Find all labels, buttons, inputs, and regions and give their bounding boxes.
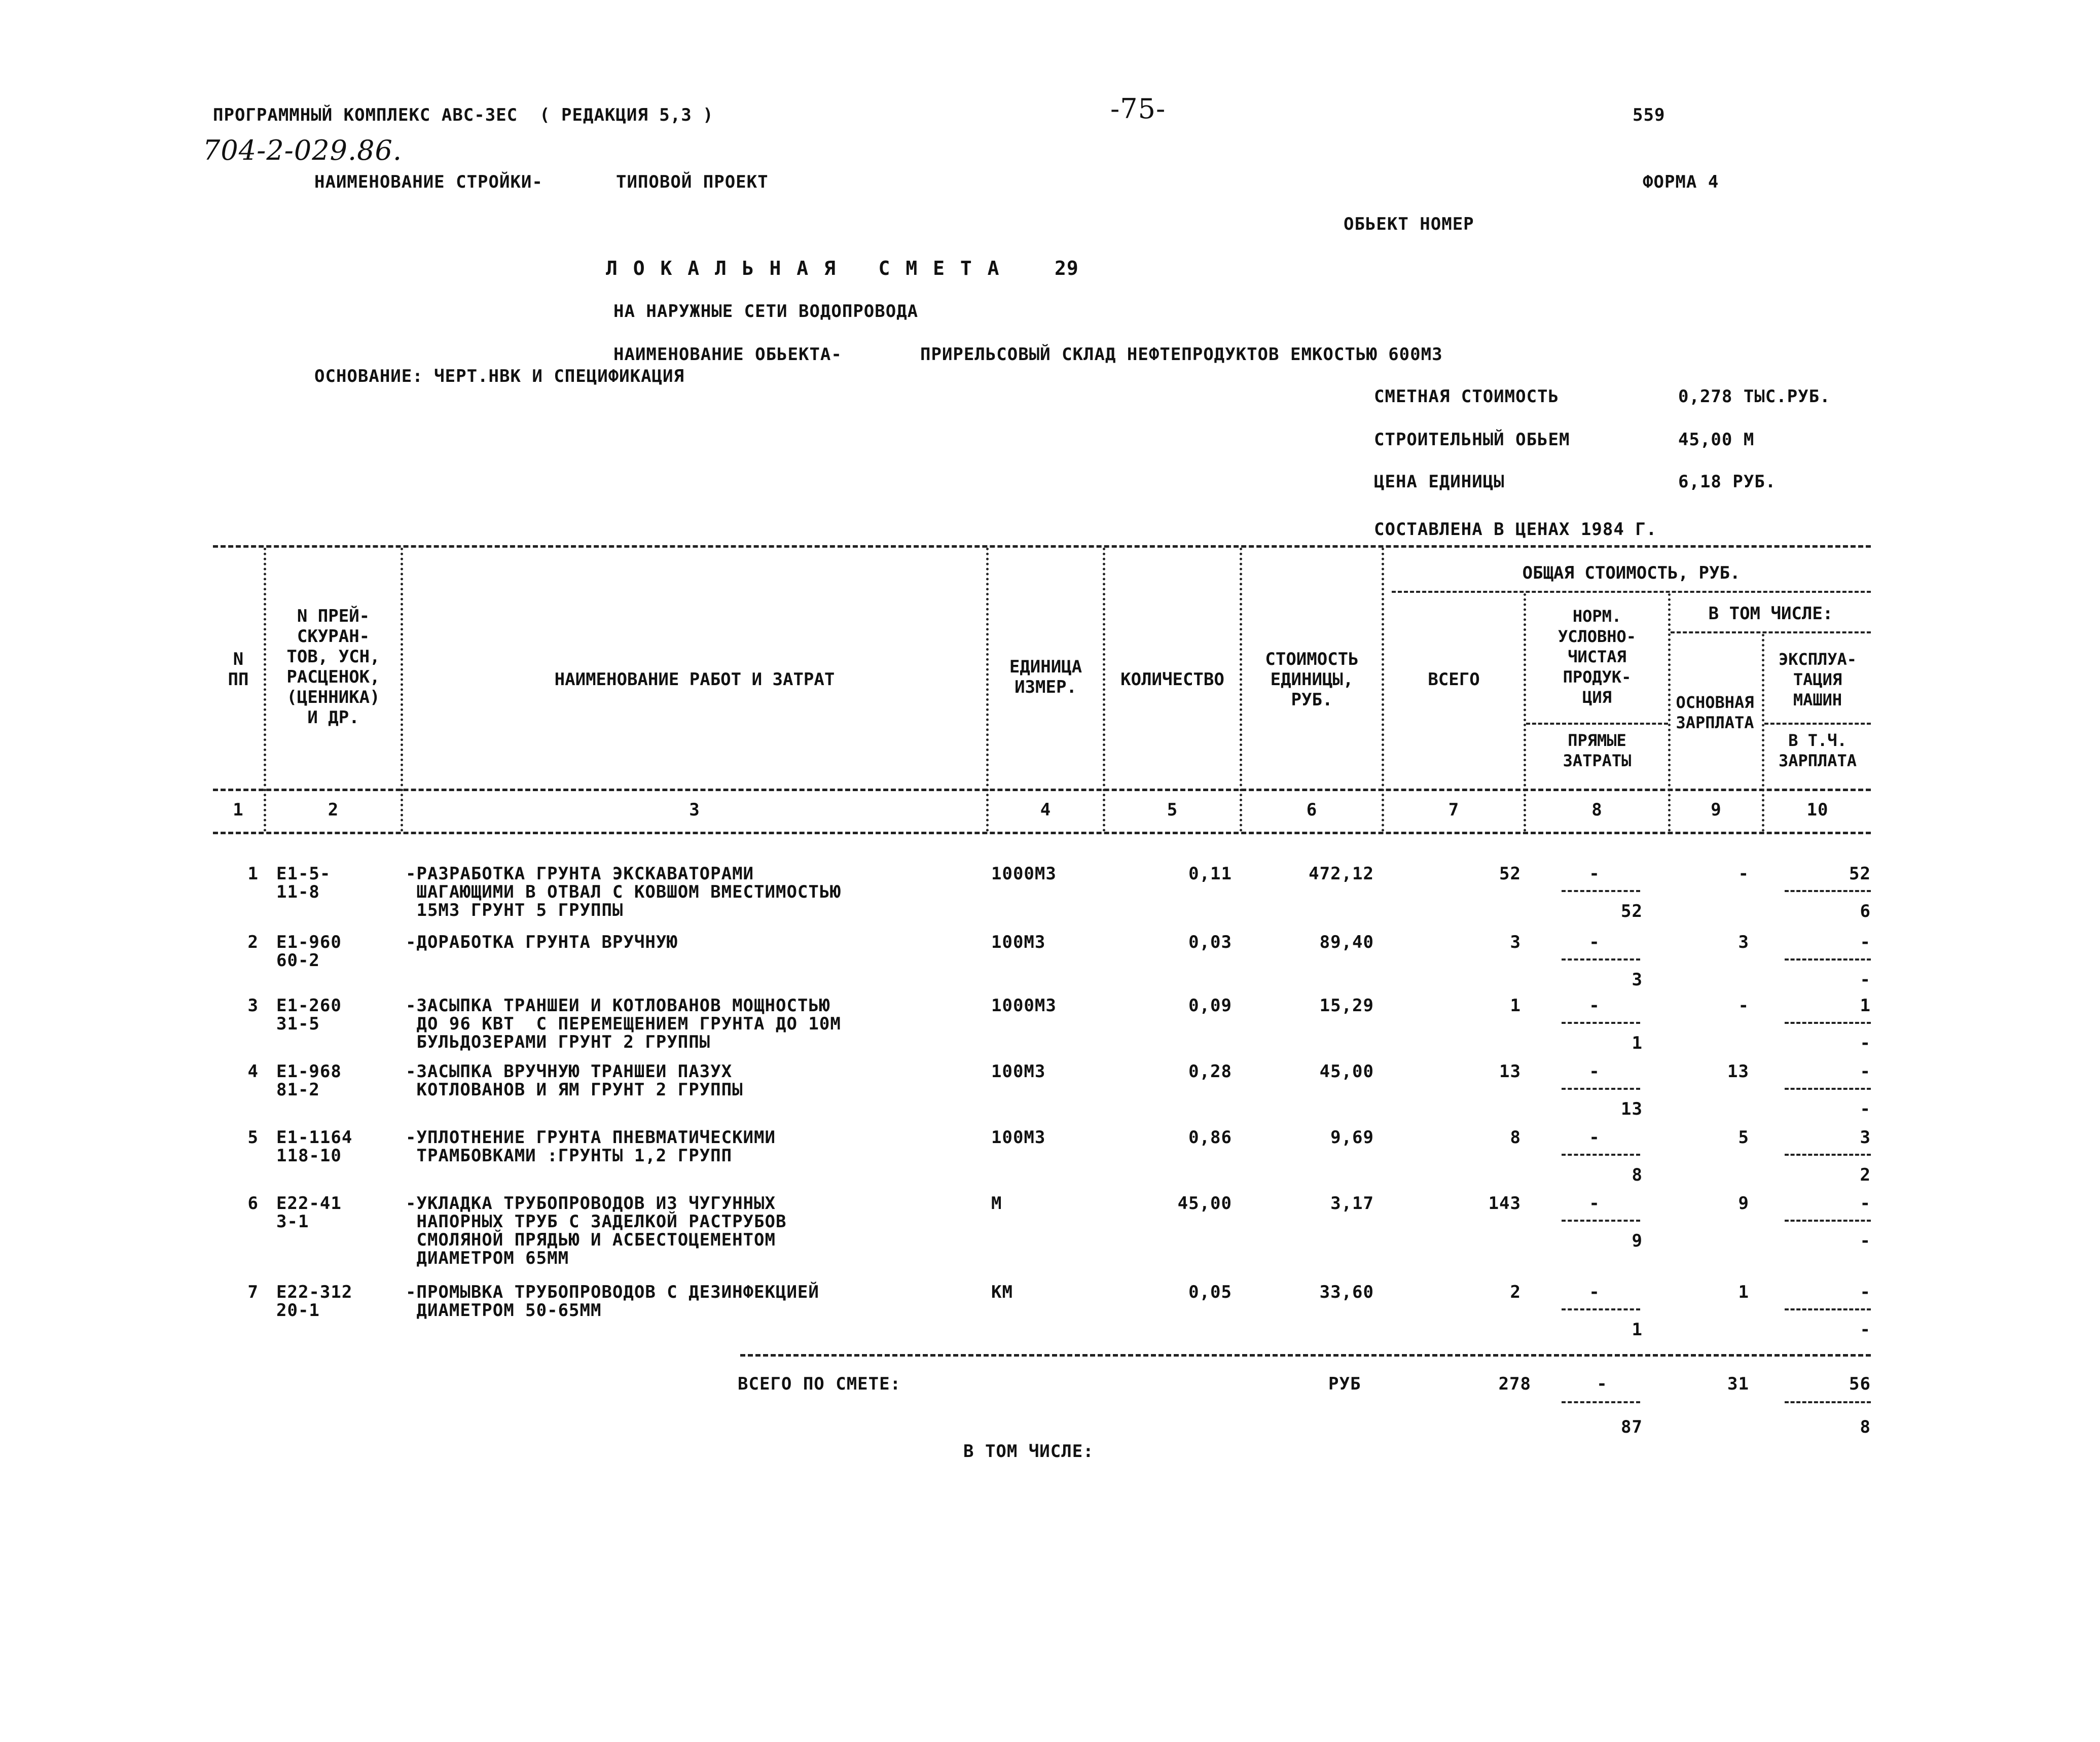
row-work-name: -ДОРАБОТКА ГРУНТА ВРУЧНУЮ — [406, 932, 678, 952]
totals-machines: 56 — [1849, 1374, 1871, 1394]
summary-label: ЦЕНА ЕДИНИЦЫ — [1374, 472, 1505, 492]
col-header-works: НАИМЕНОВАНИЕ РАБОТ И ЗАТРАТ — [554, 669, 835, 690]
col-separator — [401, 548, 403, 832]
row-code: Е1-260 31-5 — [276, 996, 342, 1034]
including-label: В ТОМ ЧИСЛЕ: — [963, 1441, 1094, 1462]
row-machines-salary: 6 — [1860, 901, 1871, 921]
row-code: Е1-960 60-2 — [276, 932, 342, 971]
page-number: -75- — [1110, 93, 1166, 125]
col-number: 7 — [1448, 800, 1460, 820]
totals-label: ВСЕГО ПО СМЕТЕ: — [738, 1374, 901, 1394]
row-norm: - — [1589, 864, 1600, 884]
row-salary: 13 — [1727, 1061, 1749, 1082]
row-norm-split-rule — [1562, 1308, 1640, 1310]
row-direct: 9 — [1632, 1231, 1643, 1251]
summary-value: 45,00 М — [1678, 430, 1755, 450]
row-norm-split-rule — [1562, 890, 1640, 892]
col-header-unit-cost: СТОИМОСТЬ ЕДИНИЦЫ, РУБ. — [1265, 649, 1359, 710]
row-machines: - — [1860, 1061, 1871, 1082]
row-code: Е22-41 3-1 — [276, 1193, 342, 1232]
row-number: 2 — [247, 932, 259, 952]
col-header-machines: ЭКСПЛУА- ТАЦИЯ МАШИН — [1778, 650, 1857, 709]
col-header-number: N ПП — [228, 649, 249, 690]
row-number: 6 — [247, 1193, 259, 1214]
object-name-label: НАИМЕНОВАНИЕ ОБЬЕКТА- — [613, 344, 842, 365]
row-salary: 3 — [1738, 932, 1749, 952]
row-norm-split-rule — [1562, 1022, 1640, 1024]
row-norm-split-rule — [1562, 1220, 1640, 1222]
row-salary: 9 — [1738, 1193, 1749, 1214]
row-direct: 52 — [1621, 901, 1643, 921]
row-direct: 8 — [1632, 1165, 1643, 1185]
row-mach-split-rule — [1785, 890, 1871, 892]
table-top-rule — [213, 545, 1871, 548]
row-unit: М — [991, 1193, 1002, 1214]
row-machines-salary: 2 — [1860, 1165, 1871, 1185]
program-title: ПРОГРАММНЫЙ КОМПЛЕКС АВС-3ЕС ( РЕДАКЦИЯ 5,3 ) — [213, 105, 714, 125]
col-header-price-list: N ПРЕЙ- СКУРАН- ТОВ, УСН, РАСЦЕНОК, (ЦЕННИКА) И ДР. — [286, 606, 380, 728]
totals-salary: 31 — [1727, 1374, 1749, 1394]
row-unit-cost: 33,60 — [1319, 1282, 1374, 1302]
totals-machines-salary: 8 — [1860, 1417, 1871, 1437]
row-unit: 1000М3 — [991, 996, 1057, 1016]
row-unit-cost: 3,17 — [1330, 1193, 1374, 1214]
col-separator — [1103, 548, 1105, 832]
row-work-name: -ПРОМЫВКА ТРУБОПРОВОДОВ С ДЕЗИНФЕКЦИЕЙ ДИАМЕТРОМ 50-65ММ — [406, 1282, 819, 1321]
row-unit-cost: 89,40 — [1319, 932, 1374, 952]
col-header-machines-salary: В Т.Ч. ЗАРПЛАТА — [1778, 731, 1857, 770]
col-number: 9 — [1711, 800, 1722, 820]
object-number-label: ОБЬЕКТ НОМЕР — [1344, 214, 1474, 234]
document-code: 559 — [1633, 105, 1665, 125]
row-mach-split-rule — [1785, 1308, 1871, 1310]
row-number: 5 — [247, 1127, 259, 1148]
row-norm: - — [1589, 1127, 1600, 1148]
col-number: 3 — [689, 800, 700, 820]
col-header-norm: НОРМ. УСЛОВНО- ЧИСТАЯ ПРОДУК- ЦИЯ — [1558, 607, 1637, 707]
summary-label: СТРОИТЕЛЬНЫЙ ОБЬЕМ — [1374, 430, 1570, 450]
totals-mach-split-rule — [1785, 1401, 1871, 1403]
row-quantity: 0,86 — [1188, 1127, 1232, 1148]
row-quantity: 0,11 — [1188, 864, 1232, 884]
row-norm: - — [1589, 996, 1600, 1016]
row-norm: - — [1589, 1193, 1600, 1214]
row-norm-split-rule — [1562, 958, 1640, 961]
col-number: 6 — [1306, 800, 1318, 820]
col-separator — [1382, 548, 1384, 832]
document-title: Л О К А Л Ь Н А Я С М Е Т А — [606, 257, 1001, 279]
totals-total: 278 — [1498, 1374, 1531, 1394]
row-total: 1 — [1510, 996, 1521, 1016]
row-norm: - — [1589, 1282, 1600, 1302]
col-number: 5 — [1167, 800, 1178, 820]
row-machines: 3 — [1860, 1127, 1871, 1148]
row-total: 143 — [1488, 1193, 1521, 1214]
row-norm: - — [1589, 932, 1600, 952]
row-quantity: 0,05 — [1188, 1282, 1232, 1302]
document-subtitle: НА НАРУЖНЫЕ СЕТИ ВОДОПРОВОДА — [613, 301, 919, 322]
row-machines-salary: - — [1860, 1231, 1871, 1251]
row-direct: 3 — [1632, 970, 1643, 990]
col-header-incl-group: В ТОМ ЧИСЛЕ: — [1708, 603, 1833, 624]
construction-value: ТИПОВОЙ ПРОЕКТ — [616, 172, 769, 192]
row-unit: КМ — [991, 1282, 1013, 1302]
summary-value: 6,18 РУБ. — [1678, 472, 1777, 492]
row-norm: - — [1589, 1061, 1600, 1082]
row-total: 8 — [1510, 1127, 1521, 1148]
row-norm-split-rule — [1562, 1154, 1640, 1156]
row-work-name: -УКЛАДКА ТРУБОПРОВОДОВ ИЗ ЧУГУННЫХ НАПОРНЫХ ТРУБ С ЗАДЕЛКОЙ РАСТРУБОВ СМОЛЯНОЙ ПРЯДЬЮ И АСБЕСТОЦЕМЕНТОМ ДИАМЕТРОМ 65ММ — [406, 1193, 787, 1268]
mach-split-rule — [1764, 723, 1871, 725]
col-number: 1 — [233, 800, 244, 820]
totals-unit: РУБ — [1328, 1374, 1361, 1394]
row-norm-split-rule — [1562, 1088, 1640, 1090]
row-unit: 100М3 — [991, 932, 1046, 952]
row-number: 1 — [247, 864, 259, 884]
summary-value: 0,278 ТЫС.РУБ. — [1678, 386, 1831, 407]
row-quantity: 0,03 — [1188, 932, 1232, 952]
row-direct: 1 — [1632, 1320, 1643, 1340]
col-header-salary: ОСНОВНАЯ ЗАРПЛАТА — [1676, 693, 1754, 732]
col-header-total: ВСЕГО — [1428, 669, 1480, 690]
document-number: 29 — [1055, 257, 1079, 279]
row-machines: - — [1860, 932, 1871, 952]
basis-text: ОСНОВАНИЕ: ЧЕРТ.НВК И СПЕЦИФИКАЦИЯ — [314, 366, 684, 386]
row-mach-split-rule — [1785, 1088, 1871, 1090]
col-header-quantity: КОЛИЧЕСТВО — [1120, 669, 1224, 690]
row-machines: - — [1860, 1193, 1871, 1214]
row-machines-salary: - — [1860, 1033, 1871, 1053]
summary-label: СМЕТНАЯ СТОИМОСТЬ — [1374, 386, 1559, 407]
col-number: 2 — [328, 800, 339, 820]
row-unit: 100М3 — [991, 1127, 1046, 1148]
row-work-name: -УПЛОТНЕНИЕ ГРУНТА ПНЕВМАТИЧЕСКИМИ ТРАМБОВКАМИ :ГРУНТЫ 1,2 ГРУПП — [406, 1127, 776, 1166]
row-quantity: 0,09 — [1188, 996, 1232, 1016]
row-unit: 1000М3 — [991, 864, 1057, 884]
row-number: 3 — [247, 996, 259, 1016]
row-machines: 52 — [1849, 864, 1871, 884]
col-header-unit: ЕДИНИЦА ИЗМЕР. — [1009, 657, 1082, 697]
row-machines: 1 — [1860, 996, 1871, 1016]
row-code: Е1-1164 118-10 — [276, 1127, 353, 1166]
row-unit-cost: 45,00 — [1319, 1061, 1374, 1082]
form-label: ФОРМА 4 — [1643, 172, 1719, 192]
totals-direct: 87 — [1621, 1417, 1643, 1437]
col-number: 8 — [1591, 800, 1603, 820]
row-code: Е22-312 20-1 — [276, 1282, 353, 1321]
norm-split-rule — [1526, 723, 1668, 725]
row-mach-split-rule — [1785, 1022, 1871, 1024]
row-salary: 5 — [1738, 1127, 1749, 1148]
totals-rule — [740, 1354, 1871, 1357]
row-mach-split-rule — [1785, 958, 1871, 961]
row-unit-cost: 15,29 — [1319, 996, 1374, 1016]
incl-group-rule — [1671, 631, 1871, 633]
row-salary: - — [1738, 996, 1749, 1016]
row-total: 3 — [1510, 932, 1521, 952]
total-group-rule — [1392, 591, 1871, 593]
numbers-bottom-rule — [213, 832, 1871, 834]
handwritten-project-number: 704-2-029.86. — [203, 134, 403, 166]
row-machines-salary: - — [1860, 1099, 1871, 1119]
header-bottom-rule — [213, 789, 1871, 791]
row-mach-split-rule — [1785, 1220, 1871, 1222]
row-work-name: -РАЗРАБОТКА ГРУНТА ЭКСКАВАТОРАМИ ШАГАЮЩИМИ В ОТВАЛ С КОВШОМ ВМЕСТИМОСТЬЮ 15М3 ГРУНТ 5 ГРУППЫ — [406, 864, 841, 920]
row-mach-split-rule — [1785, 1154, 1871, 1156]
construction-label: НАИМЕНОВАНИЕ СТРОЙКИ- — [314, 172, 543, 192]
col-number: 4 — [1040, 800, 1052, 820]
row-direct: 1 — [1632, 1033, 1643, 1053]
row-unit: 100М3 — [991, 1061, 1046, 1082]
col-header-direct: ПРЯМЫЕ ЗАТРАТЫ — [1563, 731, 1632, 770]
row-code: Е1-5- 11-8 — [276, 864, 331, 902]
col-header-total-group: ОБЩАЯ СТОИМОСТЬ, РУБ. — [1522, 563, 1741, 583]
row-unit-cost: 9,69 — [1330, 1127, 1374, 1148]
row-machines-salary: - — [1860, 1320, 1871, 1340]
row-work-name: -ЗАСЫПКА ТРАНШЕИ И КОТЛОВАНОВ МОЩНОСТЬЮ ДО 96 КВТ С ПЕРЕМЕЩЕНИЕМ ГРУНТА ДО 10М БУЛЬДОЗЕРАМИ ГРУНТ 2 ГРУППЫ — [406, 996, 841, 1052]
row-salary: 1 — [1738, 1282, 1749, 1302]
object-name-value: ПРИРЕЛЬСОВЫЙ СКЛАД НЕФТЕПРОДУКТОВ ЕМКОСТЬЮ 600М3 — [920, 344, 1443, 365]
totals-split-rule — [1562, 1401, 1640, 1403]
row-machines: - — [1860, 1282, 1871, 1302]
row-unit-cost: 472,12 — [1309, 864, 1374, 884]
row-code: Е1-968 81-2 — [276, 1061, 342, 1100]
row-total: 2 — [1510, 1282, 1521, 1302]
totals-norm: - — [1597, 1374, 1608, 1394]
row-salary: - — [1738, 864, 1749, 884]
row-total: 52 — [1499, 864, 1521, 884]
row-quantity: 0,28 — [1188, 1061, 1232, 1082]
row-number: 7 — [247, 1282, 259, 1302]
row-work-name: -ЗАСЫПКА ВРУЧНУЮ ТРАНШЕИ ПАЗУХ КОТЛОВАНОВ И ЯМ ГРУНТ 2 ГРУППЫ — [406, 1061, 743, 1100]
row-direct: 13 — [1621, 1099, 1643, 1119]
row-quantity: 45,00 — [1177, 1193, 1232, 1214]
row-total: 13 — [1499, 1061, 1521, 1082]
summary-label: СОСТАВЛЕНА В ЦЕНАХ 1984 Г. — [1374, 519, 1657, 540]
row-number: 4 — [247, 1061, 259, 1082]
col-number: 10 — [1806, 800, 1829, 820]
row-machines-salary: - — [1860, 970, 1871, 990]
